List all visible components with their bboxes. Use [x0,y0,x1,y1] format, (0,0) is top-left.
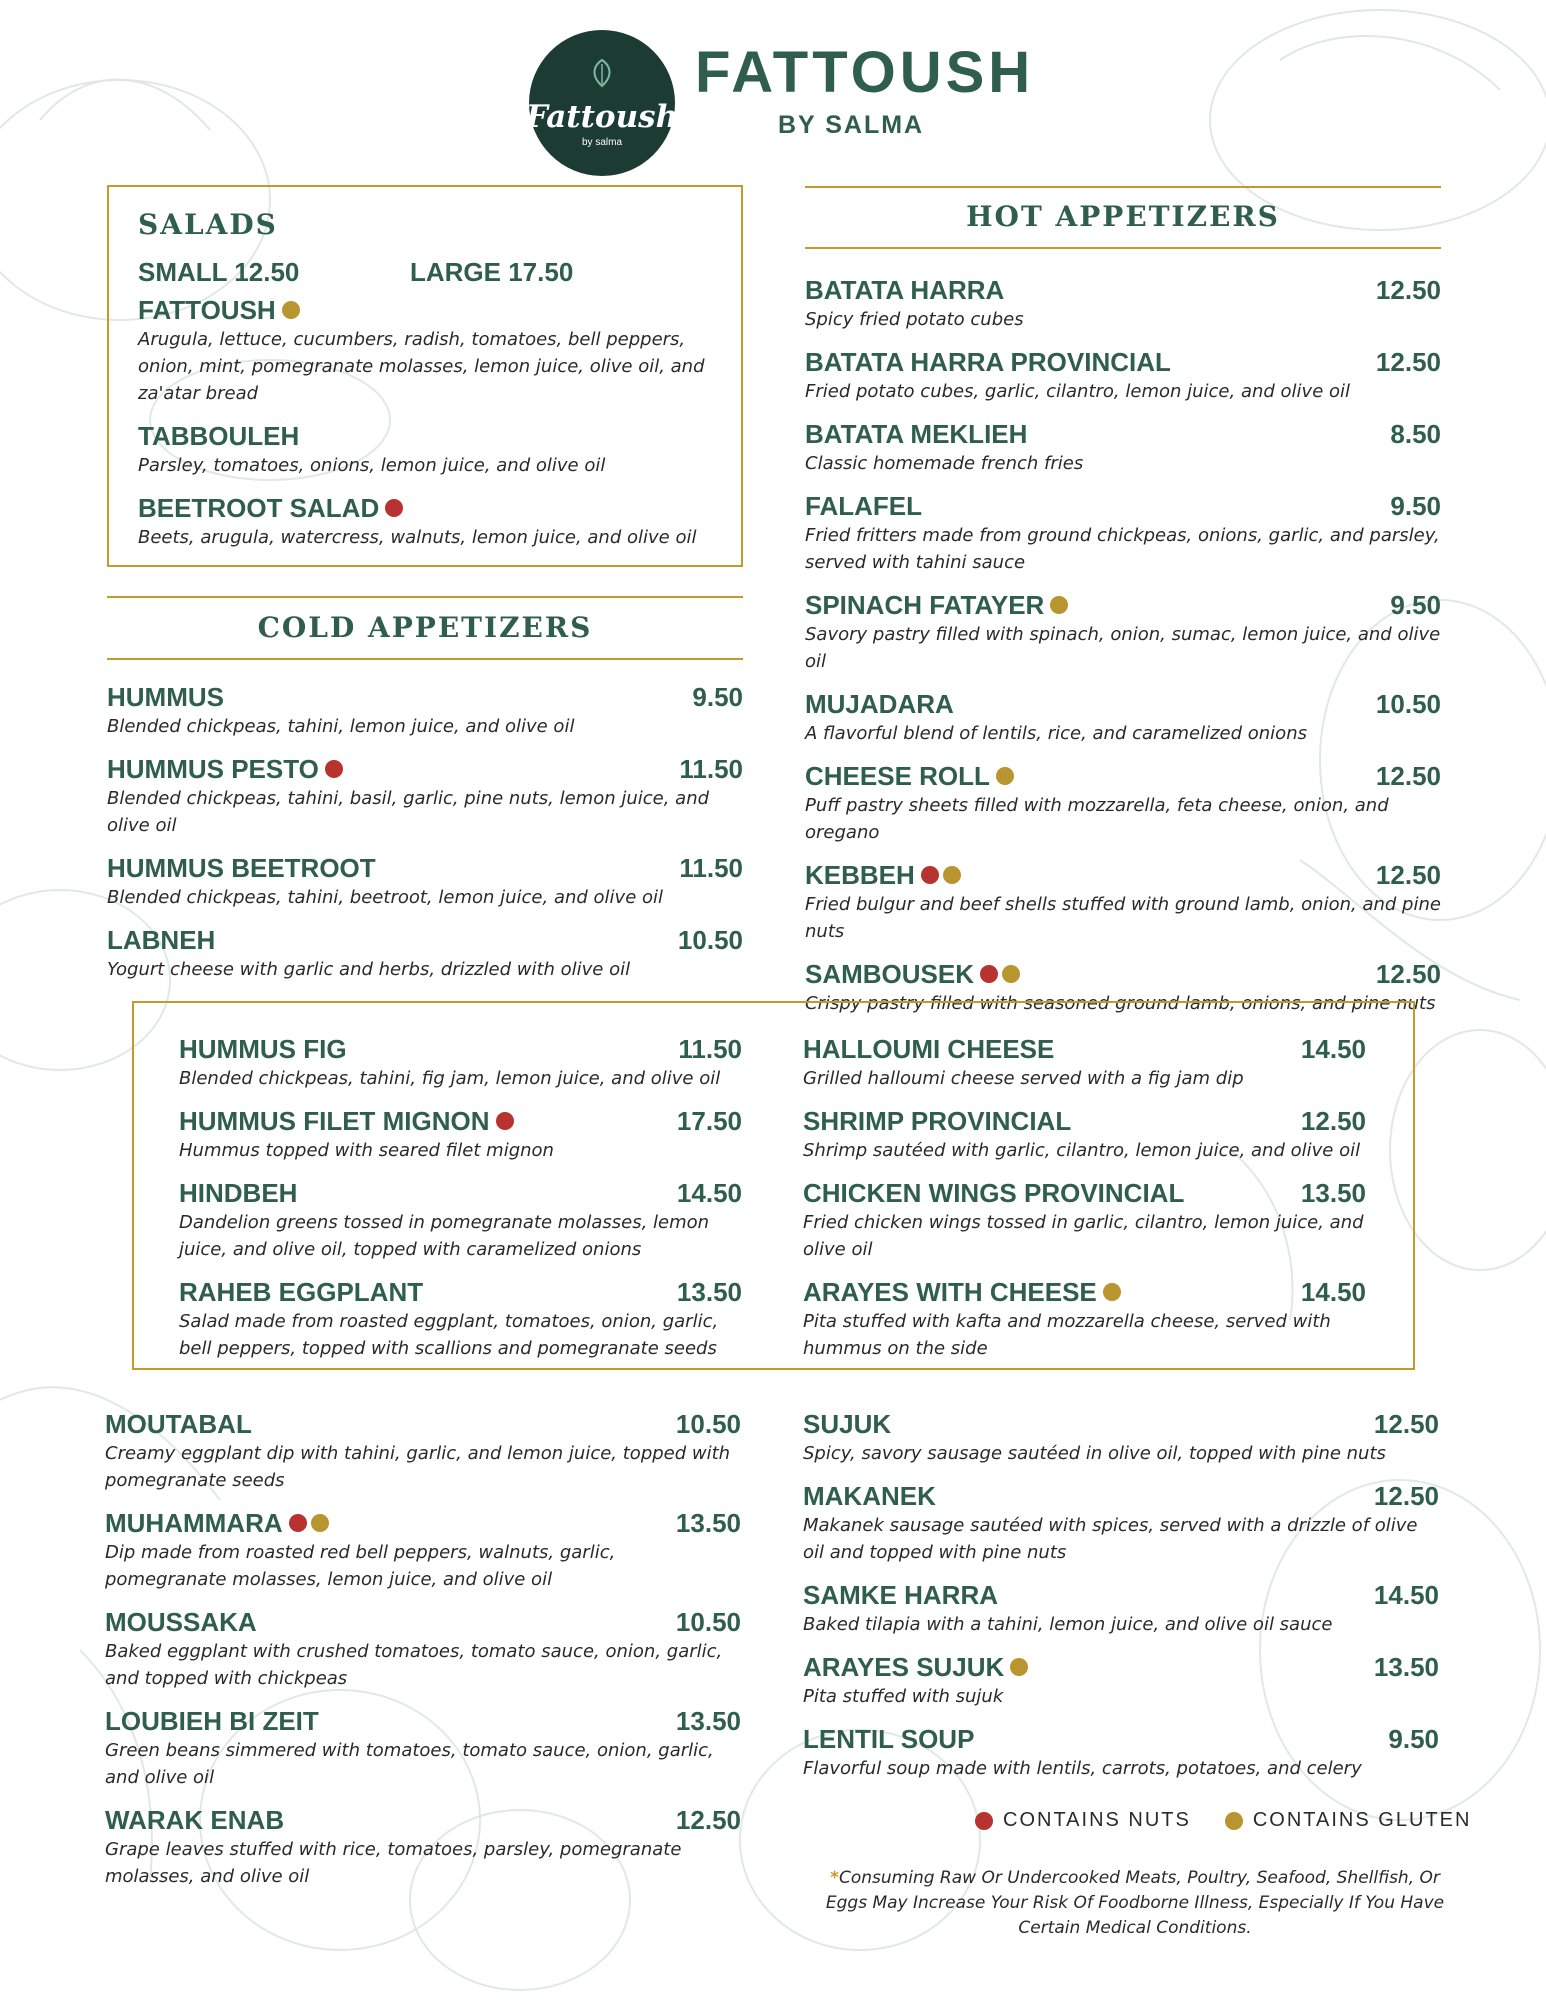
menu-item-price: 12.50 [1375,761,1441,791]
menu-item-header [803,1480,1439,1512]
menu-item-price: 14.50 [1300,1277,1366,1307]
menu-item-price: 12.50 [1373,1481,1439,1511]
menu-item-price: 11.50 [679,853,743,883]
logo-badge [525,30,679,176]
menu-item-price: 11.50 [679,754,743,784]
menu-item-price: 8.50 [1390,419,1441,449]
menu-item-description: Crispy pastry filled with seasoned ground lamb, onions, and pine nuts [805,993,1436,1014]
menu-item [105,1408,741,1494]
menu-item-name-text: HUMMUS FIG [179,1034,347,1064]
menu-item-name-text: BATATA MEKLIEH [805,419,1028,449]
menu-item [179,1276,742,1362]
gluten-dot-icon [311,1514,329,1532]
hot-divider-bottom [805,247,1441,249]
food-safety-disclaimer [815,1866,1455,1941]
menu-item-price: 10.50 [677,925,743,955]
logo-tagline: by salma [581,137,622,148]
menu-item-name [805,346,1171,378]
menu-item-name-text: LENTIL SOUP [803,1724,975,1754]
menu-item-name [179,1033,347,1065]
menu-item-price: 9.50 [1390,491,1441,521]
menu-item-description: Green beans simmered with tomatoes, tomato sauce, onion, garlic, and olive oil [105,1740,714,1788]
menu-item-name-text: FALAFEL [805,491,922,521]
menu-item [803,1723,1439,1782]
menu-item-name-text: SUJUK [803,1409,892,1439]
menu-item-header [105,1705,741,1737]
menu-item-name-text: MOUSSAKA [105,1607,257,1637]
menu-item-header [805,490,1441,522]
menu-item-header [179,1177,742,1209]
menu-item-name-text: TABBOULEH [138,421,300,451]
menu-item-description: Makanek sausage sautéed with spices, served with a drizzle of olive oil and topped with pine nuts [803,1515,1418,1563]
gluten-dot-icon [1002,965,1020,983]
menu-item-price: 12.50 [1375,347,1441,377]
salads-title: SALADS [138,208,278,241]
menu-item-header [805,589,1441,621]
menu-item-header [107,681,743,713]
menu-item-name [105,1804,284,1836]
menu-item-name-text: BATATA HARRA [805,275,1005,305]
menu-item-description: Pita stuffed with kafta and mozzarella cheese, served with hummus on the side [803,1311,1331,1359]
menu-item-description: Spicy, savory sausage sautéed in olive oil, topped with pine nuts [803,1443,1386,1464]
menu-item-name [138,492,403,524]
menu-item [803,1276,1366,1362]
menu-item-price: 9.50 [692,682,743,712]
brand-subtitle: BY SALMA [778,111,925,139]
gluten-dot-icon [996,767,1014,785]
menu-item-header [803,1579,1439,1611]
nuts-dot-icon [975,1812,993,1830]
nuts-dot-icon [325,760,343,778]
gluten-dot-icon [1050,596,1068,614]
menu-item-name-text: MUJADARA [805,689,954,719]
menu-item-name-text: ARAYES SUJUK [803,1652,1005,1682]
menu-item-description: Blended chickpeas, tahini, basil, garlic, pine nuts, lemon juice, and olive oil [107,788,710,836]
menu-item [805,346,1441,405]
menu-item-description: Parsley, tomatoes, onions, lemon juice, and olive oil [138,455,606,476]
menu-item-name-text: SHRIMP PROVINCIAL [803,1106,1072,1136]
menu-item-name-text: FATTOUSH [138,295,276,325]
menu-item-name-text: HUMMUS BEETROOT [107,853,376,883]
menu-item-price: 12.50 [1300,1106,1366,1136]
menu-item-description: Fried potato cubes, garlic, cilantro, lemon juice, and olive oil [805,381,1351,402]
menu-item-header [138,420,720,452]
hot-title: HOT APPETIZERS [966,200,1280,233]
menu-item-header [805,274,1441,306]
menu-item-price: 9.50 [1388,1724,1439,1754]
menu-item-description: Classic homemade french fries [805,453,1084,474]
salad-size-large: LARGE 17.50 [410,257,574,287]
menu-item-description: Blended chickpeas, tahini, beetroot, lemon juice, and olive oil [107,887,664,908]
menu-item-name [803,1480,936,1512]
menu-item-description: Grape leaves stuffed with rice, tomatoes, parsley, pomegranate molasses, and olive oil [105,1839,682,1887]
menu-item-header [138,294,720,326]
menu-item-description: Blended chickpeas, tahini, fig jam, lemon juice, and olive oil [179,1068,721,1089]
nuts-dot-icon [496,1112,514,1130]
legend-nuts-label: CONTAINS NUTS [1003,1809,1191,1831]
menu-item-name [107,753,343,785]
menu-item-name-text: KEBBEH [805,860,915,890]
menu-item-description: Baked eggplant with crushed tomatoes, tomato sauce, onion, garlic, and topped with chickpeas [105,1641,723,1689]
menu-item-price: 14.50 [676,1178,742,1208]
menu-item [803,1579,1439,1638]
menu-item-name-text: CHEESE ROLL [805,761,990,791]
menu-item-name [179,1105,514,1137]
nuts-dot-icon [980,965,998,983]
menu-item-name [105,1705,319,1737]
menu-item-header [107,852,743,884]
menu-item-name [805,418,1027,450]
nuts-dot-icon [289,1514,307,1532]
menu-item-header [107,924,743,956]
menu-item-price: 12.50 [1373,1409,1439,1439]
menu-item-price: 12.50 [1375,275,1441,305]
menu-item [179,1105,742,1164]
menu-item-description: Baked tilapia with a tahini, lemon juice, and olive oil sauce [803,1614,1333,1635]
menu-item [803,1651,1439,1710]
menu-item [105,1804,741,1890]
menu-item-price: 17.50 [676,1106,742,1136]
menu-item-name-text: SPINACH FATAYER [805,590,1045,620]
menu-item-price: 13.50 [675,1508,741,1538]
menu-item-header [805,418,1441,450]
bottom-left-list [105,1408,741,1903]
nuts-dot-icon [921,866,939,884]
legend-nuts [975,1809,1191,1832]
gluten-dot-icon [282,301,300,319]
salads-list [138,256,720,564]
menu-item-name [138,420,299,452]
menu-item-name [805,274,1004,306]
menu-item-header [803,1105,1366,1137]
menu-item-header [179,1105,742,1137]
asterisk-icon: * [830,1868,839,1888]
menu-item [179,1177,742,1263]
menu-item-name [105,1507,329,1539]
gluten-dot-icon [943,866,961,884]
menu-item-name [179,1276,423,1308]
menu-item-description: Flavorful soup made with lentils, carrots, potatoes, and celery [803,1758,1362,1779]
menu-item-description: Dandelion greens tossed in pomegranate molasses, lemon juice, and olive oil, topped with caramelized onions [179,1212,710,1260]
menu-item-header [138,492,720,524]
menu-item-header [105,1408,741,1440]
menu-item-name [803,1408,891,1440]
hot-divider-top [805,186,1441,188]
menu-item-name-text: MUHAMMARA [105,1508,283,1538]
gluten-dot-icon [1010,1658,1028,1676]
menu-item-header [803,1723,1439,1755]
menu-item-header [179,1033,742,1065]
allergen-legend [975,1809,1471,1832]
menu-item-description: Fried chicken wings tossed in garlic, cilantro, lemon juice, and olive oil [803,1212,1364,1260]
featured-right-list [803,1033,1366,1375]
menu-item-header [105,1804,741,1836]
menu-item-name-text: BEETROOT SALAD [138,493,380,523]
menu-item [107,924,743,983]
menu-item-name [107,924,215,956]
brand-title: FATTOUSH [695,40,1035,105]
menu-item-header [803,1033,1366,1065]
menu-item [803,1033,1366,1092]
menu-item-header [105,1507,741,1539]
menu-item-name-text: RAHEB EGGPLANT [179,1277,424,1307]
menu-item-description: Fried fritters made from ground chickpeas, onions, garlic, and parsley, served with tahini sauce [805,525,1440,573]
menu-item-name [105,1408,252,1440]
menu-item-name-text: HUMMUS PESTO [107,754,319,784]
menu-item-header [179,1276,742,1308]
menu-item-name [803,1177,1184,1209]
menu-item-name-text: WARAK ENAB [105,1805,285,1835]
menu-item-header [107,753,743,785]
cold-divider-top [107,596,743,598]
menu-item-price: 13.50 [675,1706,741,1736]
bottom-right-list [803,1408,1439,1795]
menu-item-header [805,958,1441,990]
menu-item-header [805,859,1441,891]
menu-item-name [803,1579,998,1611]
menu-item-description: Shrimp sautéed with garlic, cilantro, lemon juice, and olive oil [803,1140,1361,1161]
menu-item [805,589,1441,675]
menu-item [105,1507,741,1593]
menu-item [105,1606,741,1692]
menu-item [138,492,720,551]
menu-item-name [805,490,922,522]
menu-item [805,274,1441,333]
menu-item [105,1705,741,1791]
menu-item-description: Fried bulgur and beef shells stuffed with ground lamb, onion, and pine nuts [805,894,1441,942]
menu-item-name-text: HUMMUS [107,682,224,712]
menu-item-description: Pita stuffed with sujuk [803,1686,1004,1707]
menu-item [805,418,1441,477]
menu-item-name [805,589,1068,621]
menu-item-price: 12.50 [1375,860,1441,890]
menu-item-price: 12.50 [1375,959,1441,989]
menu-item-price: 13.50 [676,1277,742,1307]
menu-item-name [107,681,224,713]
menu-item-name [138,294,300,326]
menu-item-price: 14.50 [1300,1034,1366,1064]
cold-divider-bottom [107,658,743,660]
menu-item-price: 13.50 [1300,1178,1366,1208]
menu-item-name [803,1276,1121,1308]
menu-item-description: A flavorful blend of lentils, rice, and caramelized onions [805,723,1307,744]
menu-item-header [803,1276,1366,1308]
menu-item-header [105,1606,741,1638]
menu-item-price: 10.50 [675,1607,741,1637]
menu-item-name-text: BATATA HARRA PROVINCIAL [805,347,1171,377]
menu-item-description: Hummus topped with seared filet mignon [179,1140,554,1161]
menu-item-header [805,760,1441,792]
menu-item-name [805,958,1020,990]
menu-item [803,1105,1366,1164]
menu-item-name-text: MOUTABAL [105,1409,252,1439]
menu-item-price: 9.50 [1390,590,1441,620]
menu-item [138,420,720,479]
menu-item-name-text: ARAYES WITH CHEESE [803,1277,1097,1307]
menu-item-description: Blended chickpeas, tahini, lemon juice, and olive oil [107,716,575,737]
menu-item [803,1408,1439,1467]
menu-item-description: Creamy eggplant dip with tahini, garlic, and lemon juice, topped with pomegranate seeds [105,1443,731,1491]
menu-item-header [803,1651,1439,1683]
menu-item [805,688,1441,747]
menu-item-description: Salad made from roasted eggplant, tomatoes, onion, garlic, bell peppers, topped with scallions and pomegranate seeds [179,1311,719,1359]
menu-item-description: Spicy fried potato cubes [805,309,1024,330]
menu-item-header [805,688,1441,720]
menu-item-description: Arugula, lettuce, cucumbers, radish, tomatoes, bell peppers, onion, mint, pomegranate molasses, lemon juice, olive oil, and za'atar bread [138,329,705,404]
featured-left-list [179,1033,742,1375]
menu-item-name-text: HINDBEH [179,1178,298,1208]
salad-size-small: SMALL 12.50 [138,257,300,287]
salad-sizes [138,256,720,288]
menu-item-header [805,346,1441,378]
cold-title: COLD APPETIZERS [257,611,593,644]
menu-item-name-text: MAKANEK [803,1481,936,1511]
menu-item-description: Grilled halloumi cheese served with a fig jam dip [803,1068,1244,1089]
menu-item-description: Beets, arugula, watercress, walnuts, lemon juice, and olive oil [138,527,697,548]
menu-item [107,681,743,740]
gluten-dot-icon [1225,1812,1243,1830]
menu-item [805,760,1441,846]
menu-item-name [805,760,1014,792]
menu-item-name [105,1606,257,1638]
menu-item [107,753,743,839]
menu-item-price: 14.50 [1373,1580,1439,1610]
menu-item [803,1177,1366,1263]
menu-item-name [107,852,376,884]
menu-item-price: 12.50 [675,1805,741,1835]
leaf-icon [585,58,619,88]
menu-item [805,859,1441,945]
menu-item [107,852,743,911]
menu-item-name [803,1651,1028,1683]
menu-item-name [803,1723,974,1755]
menu-item [138,294,720,407]
menu-item-description: Yogurt cheese with garlic and herbs, drizzled with olive oil [107,959,631,980]
menu-item-name [179,1177,297,1209]
menu-item-name-text: HALLOUMI CHEESE [803,1034,1055,1064]
hot-list [805,274,1441,1030]
menu-item-name-text: CHICKEN WINGS PROVINCIAL [803,1178,1185,1208]
menu-item-description: Puff pastry sheets filled with mozzarella, feta cheese, onion, and oregano [805,795,1389,843]
menu-item-name-text: LOUBIEH BI ZEIT [105,1706,319,1736]
menu-item-name-text: SAMKE HARRA [803,1580,998,1610]
logo-wordmark: Fattoush [525,99,679,135]
menu-item-name [803,1105,1071,1137]
gluten-dot-icon [1103,1283,1121,1301]
legend-gluten [1225,1809,1472,1832]
menu-item-price: 11.50 [678,1034,742,1064]
menu-item-price: 10.50 [675,1409,741,1439]
nuts-dot-icon [385,499,403,517]
disclaimer-text: Consuming Raw Or Undercooked Meats, Poultry, Seafood, Shellfish, Or Eggs May Increase Your Risk Of Foodborne Illness, Especially If You Have Certain Medical Conditions. [825,1868,1445,1938]
menu-item-name-text: SAMBOUSEK [805,959,975,989]
menu-item-name-text: LABNEH [107,925,216,955]
menu-item-name-text: HUMMUS FILET MIGNON [179,1106,490,1136]
menu-item-header [803,1177,1366,1209]
menu-item [179,1033,742,1092]
menu-item-name [805,859,961,891]
menu-item-price: 10.50 [1375,689,1441,719]
menu-item [803,1480,1439,1566]
menu-item-header [803,1408,1439,1440]
menu-item-price: 13.50 [1373,1652,1439,1682]
legend-gluten-label: CONTAINS GLUTEN [1252,1809,1472,1831]
menu-item-name [805,688,954,720]
menu-item-description: Savory pastry filled with spinach, onion, sumac, lemon juice, and olive oil [805,624,1441,672]
menu-item [805,490,1441,576]
cold-list [107,681,743,996]
menu-item-name [803,1033,1054,1065]
menu-item-description: Dip made from roasted red bell peppers, walnuts, garlic, pomegranate molasses, lemon juice, and olive oil [105,1542,616,1590]
